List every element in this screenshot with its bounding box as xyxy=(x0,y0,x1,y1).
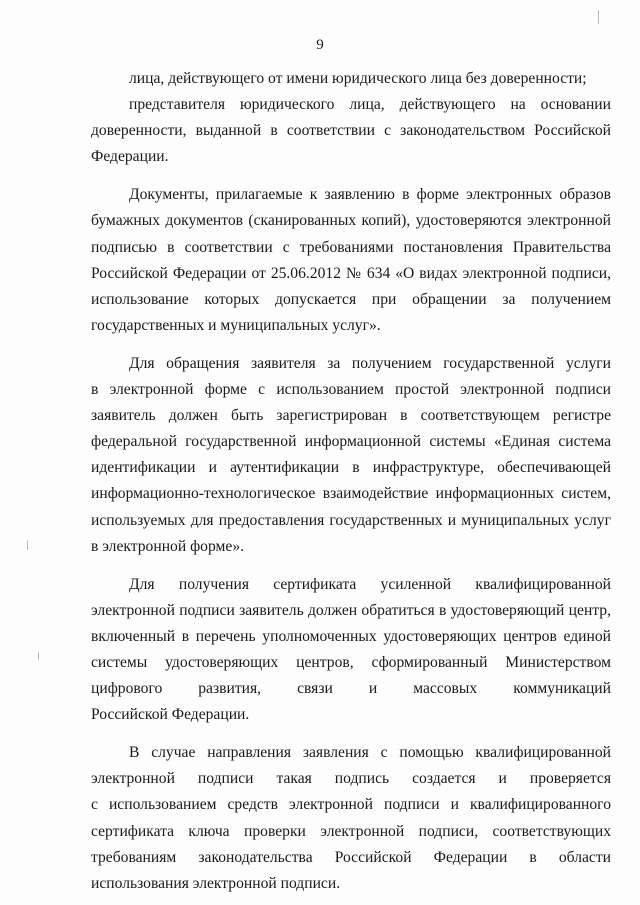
paragraph-4 xyxy=(91,351,611,560)
scan-artifact xyxy=(598,10,599,24)
paragraph-5 xyxy=(91,572,611,729)
paragraph-6-line-5: требованиям законодательства Российской Федерации в области xyxy=(91,848,611,866)
paragraph-6-line-2: электронной подписи такая подпись создается и проверяется xyxy=(91,770,611,788)
paragraph-1 xyxy=(91,66,611,92)
paragraph-6-line-4: сертификата ключа проверки электронной подписи, соответствующих xyxy=(91,822,611,840)
paragraph-4-line-2: в электронной форме с использованием простой электронной подписи xyxy=(91,381,611,399)
paragraph-4-line-6: информационно-технологическое взаимодействие информационных систем, xyxy=(91,485,611,503)
paragraph-4-line-4: федеральной государственной информационной системы «Единая система xyxy=(91,433,611,451)
paragraph-5-line-4: системы удостоверяющих центров, сформированный Министерством xyxy=(91,653,611,671)
paragraph-3-line-2: бумажных документов (сканированных копий), удостоверяются электронной xyxy=(91,212,611,230)
paragraph-2-line-1: представителя юридического лица, действующего на основании xyxy=(129,96,611,114)
scan-artifact xyxy=(38,652,39,660)
paragraph-3-line-6: государственных и муниципальных услуг». xyxy=(91,316,381,334)
paragraph-3 xyxy=(91,182,611,339)
paragraph-3-line-4: Российской Федерации от 25.06.2012 № 634 «О видах электронной подписи, xyxy=(91,264,611,282)
paragraph-6-line-6: использования электронной подписи. xyxy=(91,874,341,892)
paragraph-4-line-3: заявитель должен быть зарегистрирован в соответствующем регистре xyxy=(91,407,611,425)
page-number: 9 xyxy=(316,37,324,53)
scan-artifact xyxy=(27,540,28,550)
paragraph-5-line-5: цифрового развития, связи и массовых коммуникаций xyxy=(91,680,611,698)
paragraph-5-line-6: Российской Федерации. xyxy=(91,706,250,724)
paragraph-2 xyxy=(91,92,611,170)
paragraph-3-line-3: подписью в соответствии с требованиями постановления Правительства xyxy=(91,238,611,256)
paragraph-4-line-5: идентификации и аутентификации в инфраструктуре, обеспечивающей xyxy=(91,459,611,477)
paragraph-3-line-1: Документы, прилагаемые к заявлению в форме электронных образов xyxy=(129,186,611,204)
document-body xyxy=(91,66,611,897)
paragraph-4-line-8: в электронной форме». xyxy=(91,537,245,555)
paragraph-1-line-1: лица, действующего от имени юридического лица без доверенности; xyxy=(129,70,587,87)
paragraph-4-line-1: Для обращения заявителя за получением государственной услуги xyxy=(129,354,611,372)
paragraph-6-line-1: В случае направления заявления с помощью квалифицированной xyxy=(129,744,611,762)
paragraph-2-line-2: доверенности, выданной в соответствии с законодательством Российской xyxy=(91,122,611,140)
paragraph-4-line-7: используемых для предоставления государственных и муниципальных услуг xyxy=(91,511,611,529)
paragraph-5-line-2: электронной подписи заявитель должен обратиться в удостоверяющий центр, xyxy=(91,601,611,619)
paragraph-6 xyxy=(91,740,611,897)
paragraph-5-line-1: Для получения сертификата усиленной квалифицированной xyxy=(129,575,611,593)
paragraph-3-line-5: использование которых допускается при обращении за получением xyxy=(91,290,611,308)
paragraph-6-line-3: с использованием средств электронной подписи и квалифицированного xyxy=(91,796,611,814)
paragraph-5-line-3: включенный в перечень уполномоченных удостоверяющих центров единой xyxy=(91,627,611,645)
paragraph-2-line-3: Федерации. xyxy=(91,148,169,166)
